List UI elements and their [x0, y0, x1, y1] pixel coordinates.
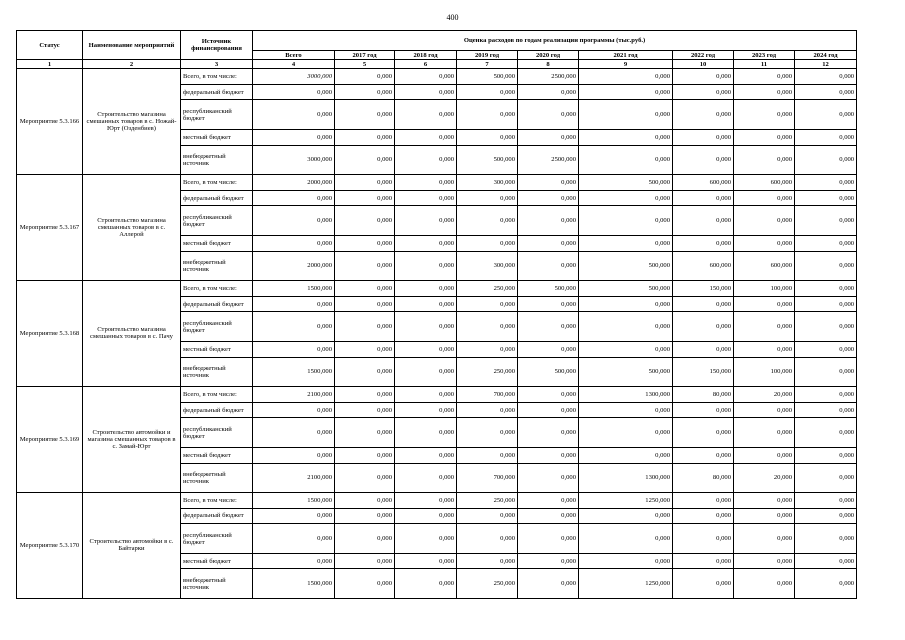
funding-source-label: федеральный бюджет: [181, 84, 253, 100]
amount-cell: 500,000: [518, 357, 579, 386]
amount-cell: 0,000: [395, 553, 457, 569]
header-source: Источник финансирования: [181, 31, 253, 60]
header-column-number: 5: [335, 60, 395, 69]
amount-cell: 0,000: [734, 312, 795, 341]
amount-cell: 0,000: [335, 447, 395, 463]
funding-source-label: местный бюджет: [181, 447, 253, 463]
amount-cell: 0,000: [518, 296, 579, 312]
amount-cell: 0,000: [253, 312, 335, 341]
amount-cell: 0,000: [579, 524, 673, 553]
amount-cell: 0,000: [457, 508, 518, 524]
amount-cell: 0,000: [518, 402, 579, 418]
amount-cell: 0,000: [795, 569, 857, 599]
header-column-number: 12: [795, 60, 857, 69]
amount-cell: 2500,000: [518, 69, 579, 85]
amount-cell: 500,000: [457, 145, 518, 174]
amount-cell: 0,000: [335, 69, 395, 85]
funding-source-label: Всего, в том числе:: [181, 492, 253, 508]
amount-cell: 0,000: [395, 341, 457, 357]
amount-cell: 0,000: [395, 174, 457, 190]
amount-cell: 0,000: [335, 569, 395, 599]
funding-source-label: республиканский бюджет: [181, 206, 253, 235]
table-body: [17, 69, 857, 599]
amount-cell: 0,000: [795, 418, 857, 447]
amount-cell: 0,000: [518, 524, 579, 553]
amount-cell: 500,000: [518, 280, 579, 296]
amount-cell: 0,000: [395, 69, 457, 85]
amount-cell: 0,000: [795, 492, 857, 508]
amount-cell: 1500,000: [253, 569, 335, 599]
amount-cell: 0,000: [734, 341, 795, 357]
amount-cell: 0,000: [795, 84, 857, 100]
amount-cell: 1500,000: [253, 280, 335, 296]
amount-cell: 500,000: [457, 69, 518, 85]
amount-cell: 0,000: [395, 357, 457, 386]
amount-cell: 0,000: [518, 463, 579, 492]
measure-name: Строительство автомойки в с. Байтарки: [83, 492, 181, 598]
header-column-number: 1: [17, 60, 83, 69]
amount-cell: 0,000: [673, 341, 734, 357]
header-column-number: 8: [518, 60, 579, 69]
amount-cell: 0,000: [579, 312, 673, 341]
amount-cell: 500,000: [579, 280, 673, 296]
amount-cell: 0,000: [335, 357, 395, 386]
amount-cell: 0,000: [395, 84, 457, 100]
amount-cell: 80,000: [673, 386, 734, 402]
funding-source-label: внебюджетный источник: [181, 251, 253, 280]
amount-cell: 0,000: [518, 84, 579, 100]
amount-cell: 600,000: [734, 174, 795, 190]
measure-name: Строительство магазина смешанных товаров в с. Аллерой: [83, 174, 181, 280]
amount-cell: 0,000: [795, 145, 857, 174]
amount-cell: 0,000: [579, 418, 673, 447]
amount-cell: 600,000: [673, 251, 734, 280]
amount-cell: 0,000: [734, 402, 795, 418]
budget-table: [16, 30, 857, 599]
amount-cell: 0,000: [795, 463, 857, 492]
amount-cell: 0,000: [673, 569, 734, 599]
header-year-col: 2022 год: [673, 51, 734, 60]
amount-cell: 0,000: [579, 296, 673, 312]
amount-cell: 0,000: [335, 463, 395, 492]
amount-cell: 20,000: [734, 463, 795, 492]
amount-cell: 0,000: [795, 235, 857, 251]
amount-cell: 0,000: [734, 145, 795, 174]
amount-cell: 0,000: [457, 206, 518, 235]
funding-source-label: федеральный бюджет: [181, 190, 253, 206]
amount-cell: 0,000: [395, 296, 457, 312]
page-number: 400: [446, 13, 459, 22]
amount-cell: 0,000: [253, 129, 335, 145]
header-column-number: 6: [395, 60, 457, 69]
amount-cell: 300,000: [457, 251, 518, 280]
amount-cell: 500,000: [579, 357, 673, 386]
amount-cell: 0,000: [253, 553, 335, 569]
amount-cell: 0,000: [457, 524, 518, 553]
header-year-col: 2017 год: [335, 51, 395, 60]
funding-source-label: местный бюджет: [181, 553, 253, 569]
amount-cell: 0,000: [673, 418, 734, 447]
amount-cell: 0,000: [335, 145, 395, 174]
amount-cell: 0,000: [395, 235, 457, 251]
amount-cell: 0,000: [253, 100, 335, 129]
amount-cell: 0,000: [673, 235, 734, 251]
funding-source-label: внебюджетный источник: [181, 463, 253, 492]
amount-cell: 0,000: [579, 100, 673, 129]
amount-cell: 0,000: [253, 341, 335, 357]
funding-source-label: республиканский бюджет: [181, 312, 253, 341]
amount-cell: 0,000: [673, 524, 734, 553]
amount-cell: 0,000: [395, 524, 457, 553]
amount-cell: 0,000: [457, 553, 518, 569]
header-year-col: 2021 год: [579, 51, 673, 60]
amount-cell: 0,000: [518, 312, 579, 341]
funding-source-label: республиканский бюджет: [181, 100, 253, 129]
amount-cell: 0,000: [579, 235, 673, 251]
amount-cell: 0,000: [734, 508, 795, 524]
amount-cell: 0,000: [253, 206, 335, 235]
amount-cell: 500,000: [579, 174, 673, 190]
amount-cell: 0,000: [579, 145, 673, 174]
amount-cell: 0,000: [795, 174, 857, 190]
amount-cell: 2100,000: [253, 386, 335, 402]
funding-source-label: республиканский бюджет: [181, 524, 253, 553]
amount-cell: 0,000: [795, 206, 857, 235]
funding-source-label: местный бюджет: [181, 341, 253, 357]
amount-cell: 0,000: [579, 508, 673, 524]
table-row: [17, 174, 857, 190]
table-row: [17, 280, 857, 296]
amount-cell: 0,000: [395, 129, 457, 145]
amount-cell: 0,000: [335, 418, 395, 447]
amount-cell: 0,000: [795, 190, 857, 206]
amount-cell: 0,000: [795, 100, 857, 129]
measure-status: Мероприятие 5.3.169: [17, 386, 83, 492]
amount-cell: 0,000: [579, 447, 673, 463]
amount-cell: 0,000: [673, 84, 734, 100]
amount-cell: 0,000: [673, 447, 734, 463]
amount-cell: 0,000: [673, 553, 734, 569]
amount-cell: 0,000: [335, 100, 395, 129]
amount-cell: 0,000: [795, 402, 857, 418]
amount-cell: 0,000: [335, 235, 395, 251]
amount-cell: 100,000: [734, 357, 795, 386]
amount-cell: 0,000: [335, 386, 395, 402]
amount-cell: 0,000: [795, 129, 857, 145]
amount-cell: 0,000: [518, 447, 579, 463]
amount-cell: 2000,000: [253, 251, 335, 280]
funding-source-label: внебюджетный источник: [181, 145, 253, 174]
amount-cell: 0,000: [579, 69, 673, 85]
amount-cell: 0,000: [734, 69, 795, 85]
amount-cell: 0,000: [734, 569, 795, 599]
header-column-numbers: [17, 60, 857, 69]
amount-cell: 0,000: [335, 341, 395, 357]
amount-cell: 0,000: [457, 447, 518, 463]
amount-cell: 0,000: [395, 508, 457, 524]
amount-cell: 0,000: [579, 402, 673, 418]
amount-cell: 250,000: [457, 280, 518, 296]
header-column-number: 10: [673, 60, 734, 69]
header-column-number: 7: [457, 60, 518, 69]
amount-cell: 100,000: [734, 280, 795, 296]
amount-cell: 0,000: [795, 524, 857, 553]
amount-cell: 0,000: [734, 492, 795, 508]
measure-name: Строительство автомойки и магазина смешанных товаров в с. Замай-Юрт: [83, 386, 181, 492]
header-year-col: 2018 год: [395, 51, 457, 60]
amount-cell: 150,000: [673, 357, 734, 386]
amount-cell: 0,000: [734, 296, 795, 312]
amount-cell: 0,000: [734, 418, 795, 447]
amount-cell: 0,000: [457, 129, 518, 145]
header-year-col: Всего: [253, 51, 335, 60]
amount-cell: 0,000: [253, 447, 335, 463]
amount-cell: 600,000: [734, 251, 795, 280]
funding-source-label: Всего, в том числе:: [181, 174, 253, 190]
amount-cell: 0,000: [518, 386, 579, 402]
amount-cell: 600,000: [673, 174, 734, 190]
amount-cell: 0,000: [518, 190, 579, 206]
measure-status: Мероприятие 5.3.166: [17, 69, 83, 175]
header-column-number: 3: [181, 60, 253, 69]
amount-cell: 0,000: [673, 129, 734, 145]
amount-cell: 0,000: [795, 296, 857, 312]
measure-status: Мероприятие 5.3.170: [17, 492, 83, 598]
amount-cell: 0,000: [579, 553, 673, 569]
header-column-number: 4: [253, 60, 335, 69]
amount-cell: 0,000: [395, 418, 457, 447]
amount-cell: 0,000: [518, 129, 579, 145]
amount-cell: 0,000: [395, 569, 457, 599]
amount-cell: 0,000: [457, 341, 518, 357]
amount-cell: 80,000: [673, 463, 734, 492]
amount-cell: 1300,000: [579, 463, 673, 492]
amount-cell: 0,000: [734, 84, 795, 100]
amount-cell: 0,000: [795, 357, 857, 386]
amount-cell: 0,000: [335, 84, 395, 100]
header-column-number: 11: [734, 60, 795, 69]
amount-cell: 0,000: [395, 280, 457, 296]
table-row: [17, 492, 857, 508]
amount-cell: 0,000: [579, 84, 673, 100]
amount-cell: 0,000: [518, 418, 579, 447]
measure-name: Строительство магазина смешанных товаров в с. Ножай-Юрт (Озденбиев): [83, 69, 181, 175]
header-name: Наименование мероприятий: [83, 31, 181, 60]
amount-cell: 0,000: [734, 553, 795, 569]
amount-cell: 0,000: [395, 251, 457, 280]
amount-cell: 2000,000: [253, 174, 335, 190]
amount-cell: 0,000: [253, 235, 335, 251]
amount-cell: 0,000: [795, 553, 857, 569]
amount-cell: 0,000: [673, 206, 734, 235]
amount-cell: 0,000: [795, 312, 857, 341]
amount-cell: 150,000: [673, 280, 734, 296]
amount-cell: 0,000: [335, 251, 395, 280]
amount-cell: 300,000: [457, 174, 518, 190]
amount-cell: 0,000: [457, 296, 518, 312]
amount-cell: 0,000: [734, 190, 795, 206]
amount-cell: 0,000: [335, 524, 395, 553]
amount-cell: 0,000: [518, 174, 579, 190]
amount-cell: 0,000: [518, 553, 579, 569]
header-year-col: 2019 год: [457, 51, 518, 60]
amount-cell: 0,000: [335, 312, 395, 341]
amount-cell: 0,000: [335, 206, 395, 235]
amount-cell: 0,000: [518, 206, 579, 235]
amount-cell: 20,000: [734, 386, 795, 402]
amount-cell: 0,000: [395, 206, 457, 235]
funding-source-label: местный бюджет: [181, 235, 253, 251]
amount-cell: 0,000: [734, 447, 795, 463]
funding-source-label: местный бюджет: [181, 129, 253, 145]
funding-source-label: Всего, в том числе:: [181, 69, 253, 85]
amount-cell: 0,000: [795, 341, 857, 357]
amount-cell: 0,000: [734, 235, 795, 251]
header-year-col: 2023 год: [734, 51, 795, 60]
funding-source-label: федеральный бюджет: [181, 508, 253, 524]
measure-status: Мероприятие 5.3.168: [17, 280, 83, 386]
amount-cell: 0,000: [734, 206, 795, 235]
header-column-number: 2: [83, 60, 181, 69]
amount-cell: 0,000: [253, 402, 335, 418]
amount-cell: 0,000: [457, 312, 518, 341]
amount-cell: 0,000: [673, 296, 734, 312]
amount-cell: 0,000: [457, 84, 518, 100]
amount-cell: 0,000: [253, 524, 335, 553]
amount-cell: 0,000: [395, 492, 457, 508]
amount-cell: 0,000: [395, 386, 457, 402]
amount-cell: 0,000: [734, 100, 795, 129]
amount-cell: 2100,000: [253, 463, 335, 492]
amount-cell: 0,000: [335, 508, 395, 524]
amount-cell: 0,000: [457, 418, 518, 447]
amount-cell: 0,000: [253, 508, 335, 524]
amount-cell: 250,000: [457, 569, 518, 599]
amount-cell: 1250,000: [579, 492, 673, 508]
funding-source-label: федеральный бюджет: [181, 296, 253, 312]
amount-cell: 700,000: [457, 463, 518, 492]
amount-cell: 0,000: [579, 206, 673, 235]
amount-cell: 0,000: [795, 69, 857, 85]
amount-cell: 0,000: [518, 100, 579, 129]
amount-cell: 0,000: [734, 129, 795, 145]
amount-cell: 0,000: [335, 553, 395, 569]
amount-cell: 0,000: [673, 312, 734, 341]
amount-cell: 0,000: [457, 402, 518, 418]
amount-cell: 0,000: [795, 508, 857, 524]
amount-cell: 3000,000: [253, 69, 335, 85]
header-status: Статус: [17, 31, 83, 60]
amount-cell: 0,000: [518, 251, 579, 280]
amount-cell: 0,000: [734, 524, 795, 553]
amount-cell: 250,000: [457, 492, 518, 508]
amount-cell: 0,000: [335, 129, 395, 145]
amount-cell: 500,000: [579, 251, 673, 280]
amount-cell: 0,000: [579, 190, 673, 206]
amount-cell: 0,000: [395, 190, 457, 206]
amount-cell: 0,000: [253, 296, 335, 312]
measure-status: Мероприятие 5.3.167: [17, 174, 83, 280]
amount-cell: 1500,000: [253, 357, 335, 386]
funding-source-label: республиканский бюджет: [181, 418, 253, 447]
funding-source-label: внебюджетный источник: [181, 569, 253, 599]
amount-cell: 0,000: [457, 235, 518, 251]
amount-cell: 0,000: [335, 492, 395, 508]
amount-cell: 0,000: [457, 190, 518, 206]
amount-cell: 0,000: [579, 341, 673, 357]
amount-cell: 1250,000: [579, 569, 673, 599]
amount-cell: 0,000: [335, 280, 395, 296]
header-estimate: Оценка расходов по годам реализации программы (тыс.руб.): [253, 31, 857, 51]
amount-cell: 0,000: [795, 447, 857, 463]
amount-cell: 0,000: [795, 386, 857, 402]
amount-cell: 0,000: [673, 190, 734, 206]
amount-cell: 0,000: [673, 145, 734, 174]
amount-cell: 0,000: [395, 145, 457, 174]
table-row: [17, 69, 857, 85]
header-column-number: 9: [579, 60, 673, 69]
amount-cell: 0,000: [335, 174, 395, 190]
amount-cell: 0,000: [395, 312, 457, 341]
amount-cell: 2500,000: [518, 145, 579, 174]
amount-cell: 0,000: [395, 100, 457, 129]
amount-cell: 0,000: [395, 463, 457, 492]
amount-cell: 700,000: [457, 386, 518, 402]
measure-name: Строительство магазина смешанных товаров в с. Пачу: [83, 280, 181, 386]
amount-cell: 0,000: [518, 235, 579, 251]
amount-cell: 0,000: [673, 508, 734, 524]
amount-cell: 1300,000: [579, 386, 673, 402]
amount-cell: 0,000: [253, 84, 335, 100]
amount-cell: 0,000: [673, 69, 734, 85]
amount-cell: 0,000: [335, 296, 395, 312]
amount-cell: 0,000: [518, 492, 579, 508]
amount-cell: 0,000: [579, 129, 673, 145]
amount-cell: 0,000: [395, 402, 457, 418]
header-year-col: 2024 год: [795, 51, 857, 60]
amount-cell: 0,000: [335, 402, 395, 418]
amount-cell: 0,000: [795, 251, 857, 280]
amount-cell: 3000,000: [253, 145, 335, 174]
amount-cell: 250,000: [457, 357, 518, 386]
amount-cell: 0,000: [673, 402, 734, 418]
header-year-col: 2020 год: [518, 51, 579, 60]
funding-source-label: федеральный бюджет: [181, 402, 253, 418]
amount-cell: 0,000: [795, 280, 857, 296]
amount-cell: 0,000: [518, 508, 579, 524]
funding-source-label: внебюджетный источник: [181, 357, 253, 386]
amount-cell: 0,000: [518, 341, 579, 357]
amount-cell: 0,000: [673, 100, 734, 129]
table-row: [17, 386, 857, 402]
amount-cell: 0,000: [395, 447, 457, 463]
amount-cell: 0,000: [673, 492, 734, 508]
amount-cell: 1500,000: [253, 492, 335, 508]
amount-cell: 0,000: [253, 190, 335, 206]
funding-source-label: Всего, в том числе:: [181, 280, 253, 296]
funding-source-label: Всего, в том числе:: [181, 386, 253, 402]
amount-cell: 0,000: [335, 190, 395, 206]
amount-cell: 0,000: [253, 418, 335, 447]
amount-cell: 0,000: [457, 100, 518, 129]
amount-cell: 0,000: [518, 569, 579, 599]
